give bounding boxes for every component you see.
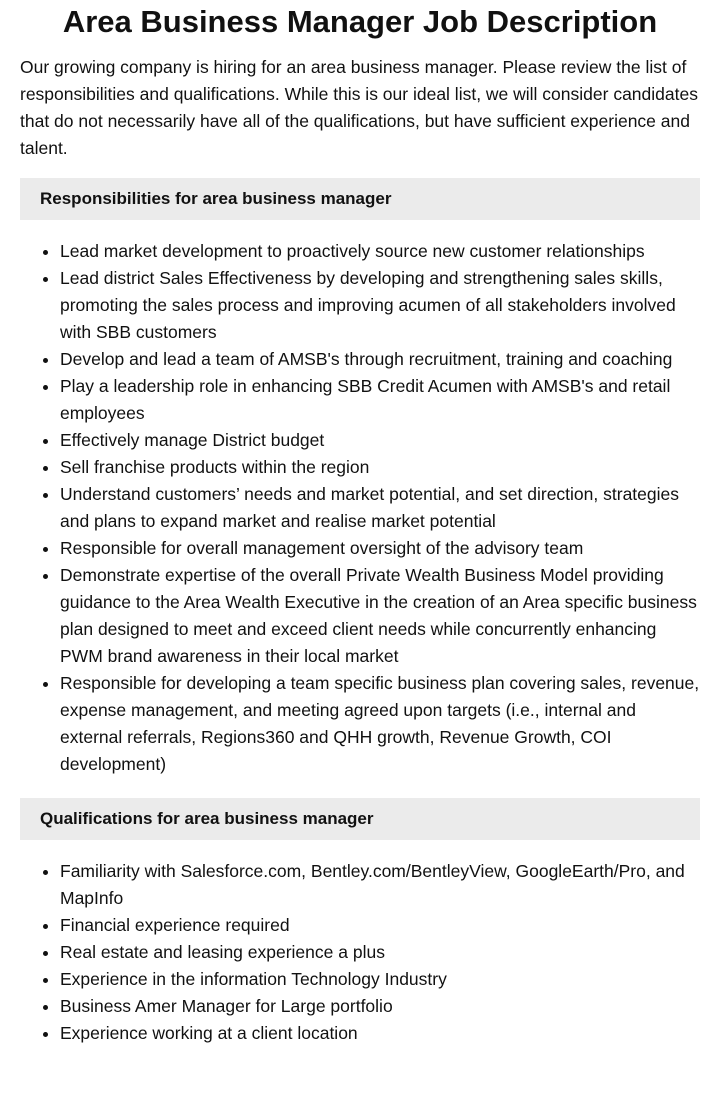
qualifications-list xyxy=(20,858,700,1047)
list-item: • Experience in the information Technology Industry xyxy=(60,966,700,993)
list-item: • Demonstrate expertise of the overall Private Wealth Business Model providing guidance to the Area Wealth Executive in the creation of an Area specific business plan designed to meet and exceed client needs while concurrently enhancing PWM brand awareness in their local market xyxy=(60,562,700,670)
responsibilities-list xyxy=(20,238,700,778)
list-item: • Understand customers’ needs and market potential, and set direction, strategies and plans to expand market and realise market potential xyxy=(60,481,700,535)
list-item: • Effectively manage District budget xyxy=(60,427,700,454)
qualifications-heading: Qualifications for area business manager xyxy=(20,798,700,840)
list-item: • Real estate and leasing experience a plus xyxy=(60,939,700,966)
list-item: • Business Amer Manager for Large portfolio xyxy=(60,993,700,1020)
list-item: • Financial experience required xyxy=(60,912,700,939)
responsibilities-heading: Responsibilities for area business manager xyxy=(20,178,700,220)
list-item: • Experience working at a client location xyxy=(60,1020,700,1047)
list-item: • Lead market development to proactively source new customer relationships xyxy=(60,238,700,265)
list-item: • Sell franchise products within the region xyxy=(60,454,700,481)
list-item: • Develop and lead a team of AMSB's through recruitment, training and coaching xyxy=(60,346,700,373)
list-item: • Responsible for overall management oversight of the advisory team xyxy=(60,535,700,562)
list-item: • Responsible for developing a team specific business plan covering sales, revenue, expense management, and meeting agreed upon targets (i.e., internal and external referrals, Regions360 and QHH growth, Revenue Growth, COI development) xyxy=(60,670,700,778)
page-title: Area Business Manager Job Description xyxy=(62,4,658,39)
list-item: • Play a leadership role in enhancing SBB Credit Acumen with AMSB's and retail employees xyxy=(60,373,700,427)
list-item: • Familiarity with Salesforce.com, Bentley.com/BentleyView, GoogleEarth/Pro, and MapInfo xyxy=(60,858,700,912)
list-item: • Lead district Sales Effectiveness by developing and strengthening sales skills, promoting the sales process and improving acumen of all stakeholders involved with SBB customers xyxy=(60,265,700,346)
intro-paragraph: Our growing company is hiring for an area business manager. Please review the list of responsibilities and qualifications. While this is our ideal list, we will consider candidates that do not necessarily have all of the qualifications, but have sufficient experience and talent. xyxy=(20,57,698,158)
